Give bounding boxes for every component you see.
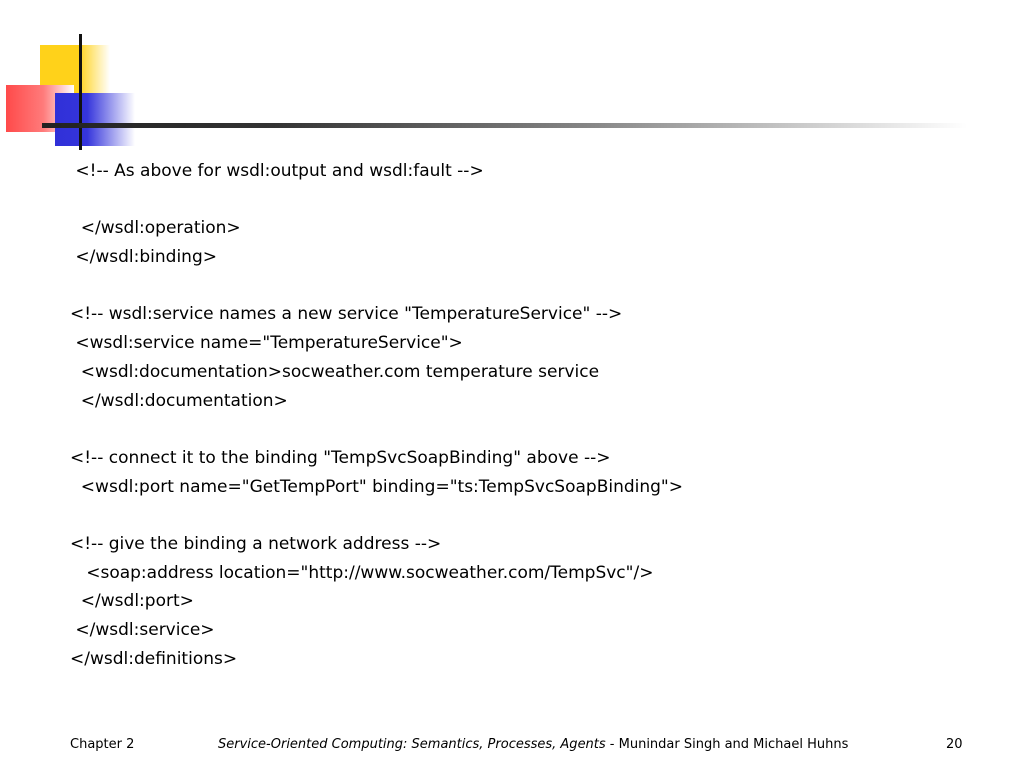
footer-chapter: Chapter 2 [70,737,135,752]
title-divider-line [42,123,967,128]
footer-book-title: Service-Oriented Computing: Semantics, Processes, Agents [218,737,606,752]
code-line: </wsdl:service> [70,620,215,640]
code-line: </wsdl:port> [70,591,194,612]
code-line: <soap:address location="http://www.socweather.com/TempSvc"/> [70,562,654,583]
code-line [70,272,970,301]
code-line: <wsdl:documentation>socweather.com temperature service [70,361,600,382]
vertical-rule [79,34,82,150]
code-line [70,415,970,444]
code-line: <wsdl:port name="GetTempPort" binding="ts:TempSvcSoapBinding"> [70,476,683,497]
code-line: <!-- give the binding a network address --> [70,533,442,554]
code-line: </wsdl:binding> [70,247,217,268]
code-line: <!-- wsdl:service names a new service "TemperatureService" --> [70,304,623,325]
footer-authors: - Munindar Singh and Michael Huhns [605,737,849,752]
code-line [70,186,970,215]
footer-citation [218,737,848,752]
blue-square [55,93,135,146]
code-line: <!-- connect it to the binding "TempSvcSoapBinding" above --> [70,447,611,468]
code-line [70,501,970,530]
code-line: </wsdl:operation> [70,218,241,239]
code-line: <wsdl:service name="TemperatureService"> [70,333,463,354]
wsdl-code-block [70,157,970,673]
code-line: </wsdl:definitions> [70,648,238,669]
footer-page-number: 20 [946,737,963,752]
code-line: <!-- As above for wsdl:output and wsdl:fault --> [70,161,484,181]
code-line: </wsdl:documentation> [70,390,288,411]
